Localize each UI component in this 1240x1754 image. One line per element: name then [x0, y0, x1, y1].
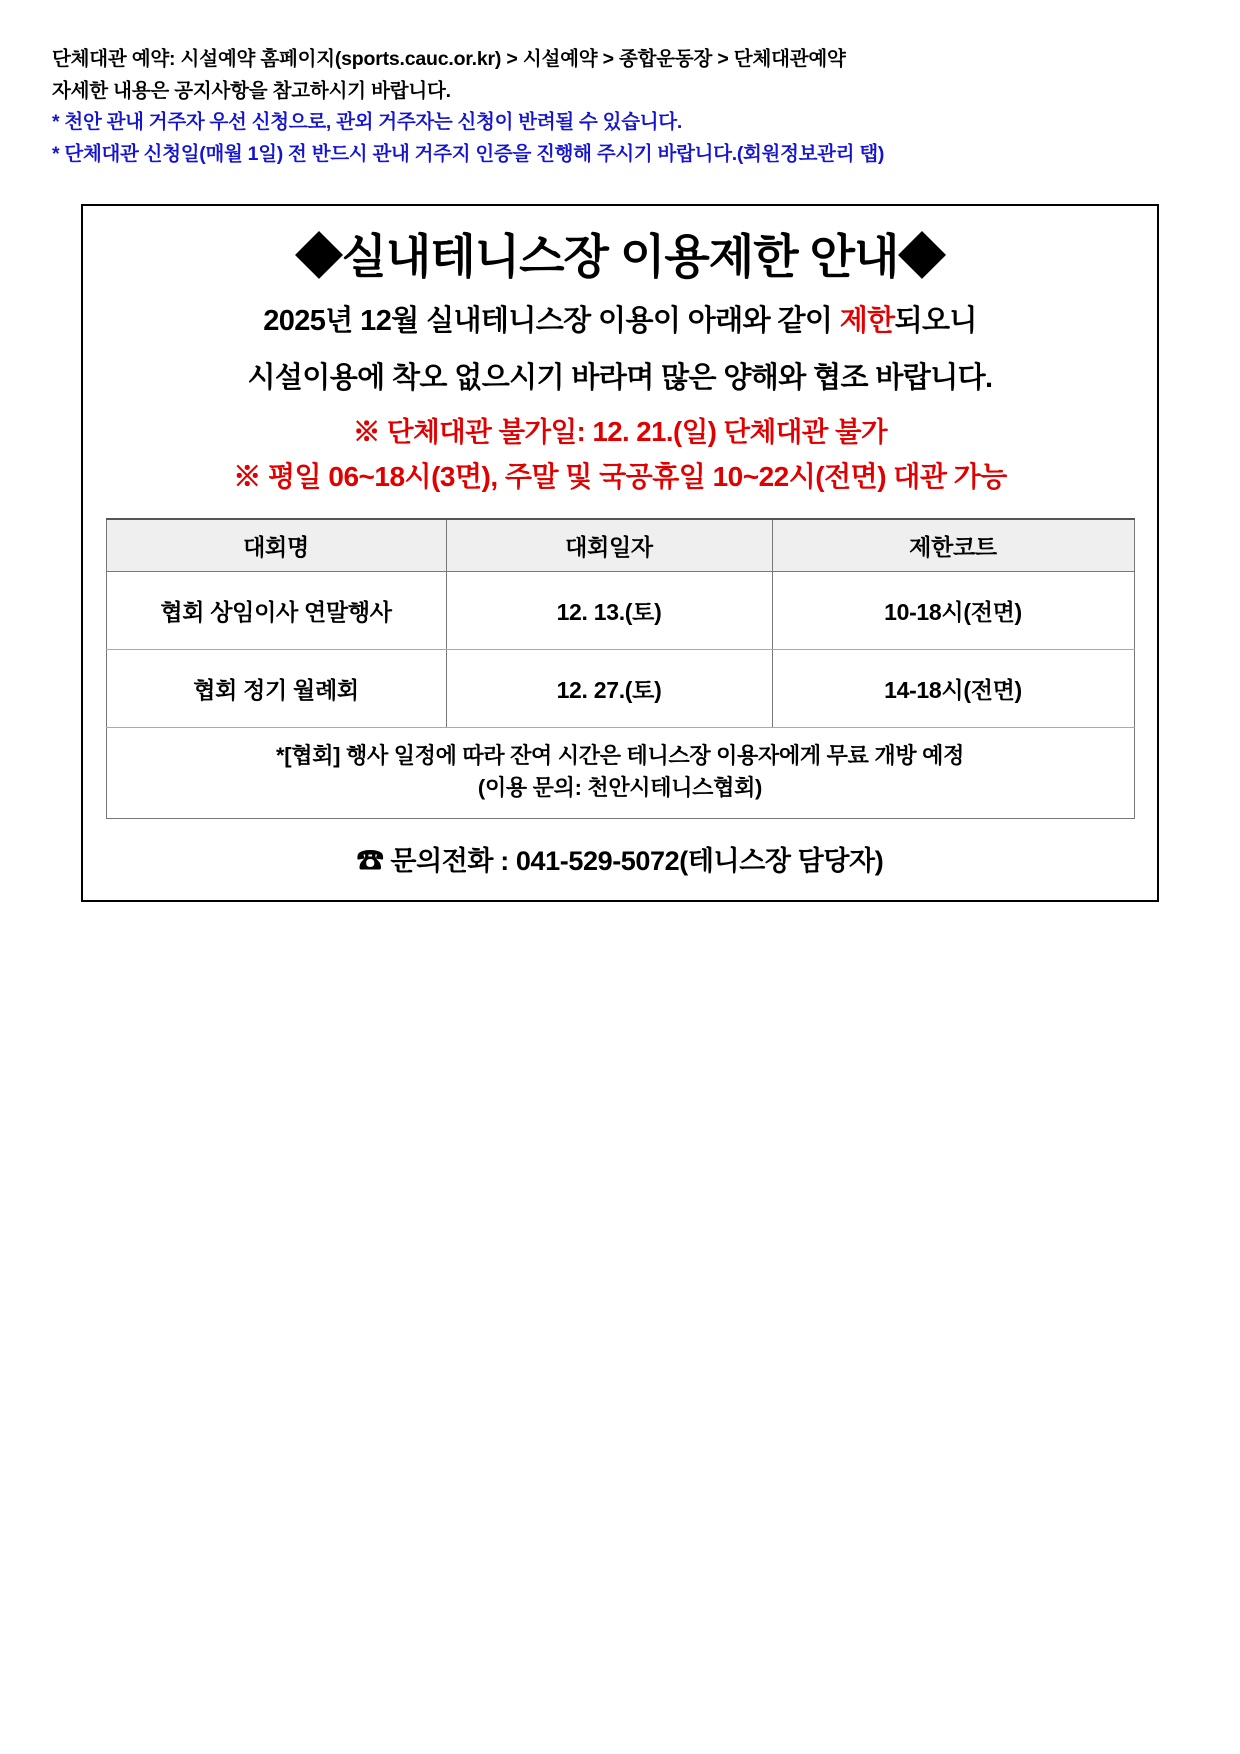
cell-restricted-court: 14-18시(전면) [772, 650, 1134, 728]
poster-box [81, 204, 1159, 902]
subtitle-text-before: 2025년 12월 실내테니스장 이용이 아래와 같이 [263, 305, 840, 338]
table-header-row [106, 519, 1134, 572]
cell-footnote [106, 728, 1134, 819]
notice-line-detail: 자세한 내용은 공지사항을 참고하시기 바랍니다. [52, 79, 451, 102]
poster-subtitle-line-2: 시설이용에 착오 없으시기 바라며 많은 양해와 협조 바랍니다. [247, 362, 993, 394]
poster-subtitle-line-1 [95, 299, 1145, 344]
notice-line-reservation-path: 단체대관 예약: 시설예약 홈페이지(sports.cauc.or.kr) > 시설예약 > 종합운동장 > 단체대관예약 [52, 48, 846, 70]
cell-event-date: 12. 13.(토) [446, 572, 772, 650]
notice-line-residency-priority: * 천안 관내 거주자 우선 신청으로, 관외 거주자는 신청이 반려될 수 있습니다. [52, 111, 682, 134]
footnote-line-1: *[협회] 행사 일정에 따라 잔여 시간은 테니스장 이용자에게 무료 개방 예정 [275, 743, 965, 769]
poster-contact-phone: ☎ 문의전화 : 041-529-5072(테니스장 담당자) [356, 845, 884, 876]
column-header-event-name: 대회명 [106, 519, 446, 572]
poster-title: ◆실내테니스장 이용제한 안내◆ [295, 230, 945, 284]
column-header-event-date: 대회일자 [446, 519, 772, 572]
poster-note-available-hours: ※ 평일 06~18시(3면), 주말 및 국공휴일 10~22시(전면) 대관 가능 [233, 461, 1007, 493]
schedule-table [106, 518, 1135, 819]
table-row [106, 572, 1134, 650]
table-row [106, 650, 1134, 728]
table-footnote-row [106, 728, 1134, 819]
notice-line-residency-verification: * 단체대관 신청일(매월 1일) 전 반드시 관내 거주지 인증을 진행해 주시기 바랍니다.(회원정보관리 탭) [52, 142, 885, 165]
cell-restricted-court: 10-18시(전면) [772, 572, 1134, 650]
subtitle-text-after: 되오니 [894, 305, 977, 338]
column-header-restricted-court: 제한코트 [772, 519, 1134, 572]
poster-note-unavailable-day: ※ 단체대관 불가일: 12. 21.(일) 단체대관 불가 [352, 415, 888, 447]
cell-event-name: 협회 상임이사 연말행사 [106, 572, 446, 650]
subtitle-highlight-restriction: 제한 [839, 305, 895, 338]
top-notice-block [52, 44, 1188, 170]
cell-event-date: 12. 27.(토) [446, 650, 772, 728]
footnote-line-2: (이용 문의: 천안시테니스협회) [477, 775, 763, 801]
cell-event-name: 협회 정기 월례회 [106, 650, 446, 728]
